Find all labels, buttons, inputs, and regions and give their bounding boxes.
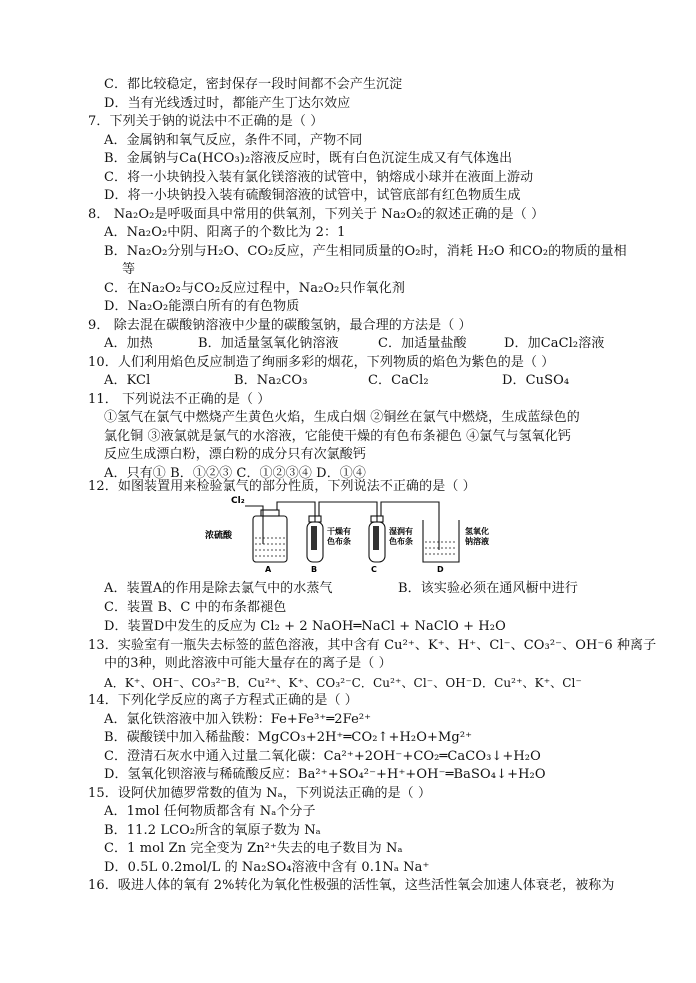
wet-cloth-strip: [373, 526, 379, 550]
q14-stem: 14．下列化学反应的离子方程式正确的是（ ）: [88, 693, 358, 708]
label-dry-2: 色布条: [327, 537, 351, 546]
q10-stem: 10．人们利用焰色反应制造了绚丽多彩的烟花，下列物质的焰色为紫色的是（ ）: [88, 355, 555, 370]
q11-statement-line1: ①氢气在氯气中燃烧产生黄色火焰，生成白烟 ②铜丝在氯气中燃烧，生成蓝绿色的: [104, 410, 580, 425]
q9-option-d: D．加CaCl₂溶液: [504, 336, 605, 351]
letter-c: C: [371, 565, 377, 574]
beaker-d: [423, 520, 459, 562]
dry-cloth-strip: [311, 526, 317, 550]
q9-option-b: B．加适量氢氧化钠溶液: [198, 336, 339, 351]
q14-option-c: C．澄清石灰水中通入过量二氧化碳：Ca²⁺+2OH⁻+CO₂═CaCO₃↓+H₂O: [104, 749, 541, 764]
q10-option-d: D．CuSO₄: [502, 373, 570, 388]
q10-options: [104, 372, 569, 390]
q14-option-b: B．碳酸镁中加入稀盐酸：MgCO₃+2H⁺═CO₂↑+H₂O+Mg²⁺: [104, 730, 473, 745]
q11-options: A．只有① B．①②③ C．①②③④ D．①④: [104, 466, 367, 481]
q12-stem: 12．如图装置用来检验氯气的部分性质，下列说法不正确的是（ ）: [88, 479, 476, 494]
q8-option-b-line2: 等: [122, 262, 136, 277]
q8-option-b-line1: B．Na₂O₂分别与H₂O、CO₂反应，产生相同质量的O₂时，消耗 H₂O 和CO₂的物质的量相: [104, 244, 627, 259]
label-wet-1: 湿润有: [389, 527, 413, 536]
q13-options: A．K⁺、OH⁻、CO₃²⁻B．Cu²⁺、K⁺、CO₃²⁻C．Cu²⁺、Cl⁻、OH⁻D．Cu²⁺、K⁺、Cl⁻: [104, 676, 582, 690]
q11-statement-line2: 氯化铜 ③液氯就是氯气的水溶液，它能使干燥的有色布条褪色 ④氯气与氢氧化钙: [104, 429, 571, 444]
tube-b-c: [319, 502, 377, 522]
acid-liquid: [255, 538, 285, 556]
q8-option-d: D．Na₂O₂能漂白所有的有色物质: [104, 299, 300, 314]
q15-option-c: C．1 mol Zn 完全变为 Zn²⁺失去的电子数目为 Nₐ: [104, 841, 403, 856]
q12-option-d: D．装置D中发生的反应为 Cl₂ + 2 NaOH═NaCl + NaClO + H₂O: [104, 619, 506, 634]
q7-option-c: C．将一小块钠投入装有氯化镁溶液的试管中，钠熔成小球并在液面上游动: [104, 170, 534, 185]
q10-option-c: C．CaCl₂: [368, 373, 429, 388]
letter-a: A: [265, 565, 272, 574]
q9-option-a: A．加热: [104, 336, 153, 351]
bottle-a: [253, 516, 287, 562]
q15-option-b: B．11.2 LCO₂所含的氧原子数为 Nₐ: [104, 823, 321, 838]
q9-option-c: C．加适量盐酸: [378, 336, 467, 351]
q9-options: [104, 335, 604, 353]
q10-option-b: B．Na₂CO₃: [234, 373, 308, 388]
label-naoh-2: 钠溶液: [465, 537, 489, 546]
label-acid: 浓硫酸: [205, 531, 233, 541]
q15-option-a: A．1mol 任何物质都含有 Nₐ个分子: [104, 804, 316, 819]
q7-option-d: D．将一小块钠投入装有硫酸铜溶液的试管中，试管底部有红色物质生成: [104, 188, 521, 203]
q12-option-b: B．该实验必须在通风橱中进行: [398, 581, 578, 596]
q7-option-b: B．金属钠与Ca(HCO₃)₂溶液反应时，既有白色沉淀生成又有气体逸出: [104, 151, 513, 166]
q6-option-c: C．都比较稳定，密封保存一段时间都不会产生沉淀: [104, 77, 403, 92]
bottle-a-stopper: [261, 510, 279, 516]
q11-stem: 11． 下列说法不正确的是（ ）: [88, 392, 271, 407]
q7-option-a: A．金属钠和氧气反应，条件不同，产物不同: [104, 133, 363, 148]
label-dry-1: 干燥有: [327, 527, 351, 536]
q14-option-d: D．氢氧化钡溶液与稀硫酸反应：Ba²⁺+SO₄²⁻+H⁺+OH⁻═BaSO₄↓+H₂O: [104, 767, 546, 782]
letter-d: D: [437, 565, 444, 574]
q10-option-a: A．KCl: [104, 373, 151, 388]
q13-stem-line2: 中的3种，则此溶液中可能大量存在的离子是（ ）: [104, 656, 392, 671]
chlorine-apparatus-figure: [205, 494, 505, 574]
q12-option-a: A．装置A的作用是除去氯气中的水蒸气: [104, 581, 333, 596]
q8-stem: 8． Na₂O₂是呼吸面具中常用的供氧剂，下列关于 Na₂O₂的叙述正确的是（ ）: [88, 207, 545, 222]
q15-stem: 15．设阿伏加德罗常数的值为 Nₐ，下列说法正确的是（ ）: [88, 786, 432, 801]
q14-option-a: A．氯化铁溶液中加入铁粉：Fe+Fe³⁺═2Fe²⁺: [104, 712, 372, 727]
q8-option-c: C．在Na₂O₂与CO₂反应过程中，Na₂O₂只作氧化剂: [104, 281, 405, 296]
q15-option-d: D．0.5L 0.2mol/L 的 Na₂SO₄溶液中含有 0.1Nₐ Na⁺: [104, 860, 430, 875]
q8-option-a: A．Na₂O₂中阴、阳离子的个数比为 2：1: [104, 225, 346, 240]
gas-label: Cl₂: [231, 496, 245, 506]
label-wet-2: 色布条: [389, 537, 413, 546]
q11-statement-line3: 反应生成漂白粉，漂白粉的成分只有次氯酸钙: [104, 447, 367, 462]
label-naoh-1: 氢氧化: [465, 527, 489, 536]
letter-b: B: [311, 565, 318, 574]
q16-stem: 16．吸进人体的氧有 2%转化为氧化性极强的活性氧，这些活性氧会加速人体衰老，被称为: [88, 878, 615, 893]
q6-option-d: D．当有光线透过时，都能产生丁达尔效应: [104, 96, 351, 111]
q13-stem-line1: 13．实验室有一瓶失去标签的蓝色溶液，其中含有 Cu²⁺、K⁺、H⁺、Cl⁻、CO₃²⁻、OH⁻6 种离子: [88, 638, 657, 653]
naoh-liquid: [425, 542, 457, 554]
q7-stem: 7．下列关于钠的说法中不正确的是（ ）: [88, 114, 324, 129]
q9-stem: 9． 除去混在碳酸钠溶液中少量的碳酸氢钠，最合理的方法是（ ）: [88, 318, 472, 333]
q12-option-c: C．装置 B、C 中的布条都褪色: [104, 600, 287, 615]
